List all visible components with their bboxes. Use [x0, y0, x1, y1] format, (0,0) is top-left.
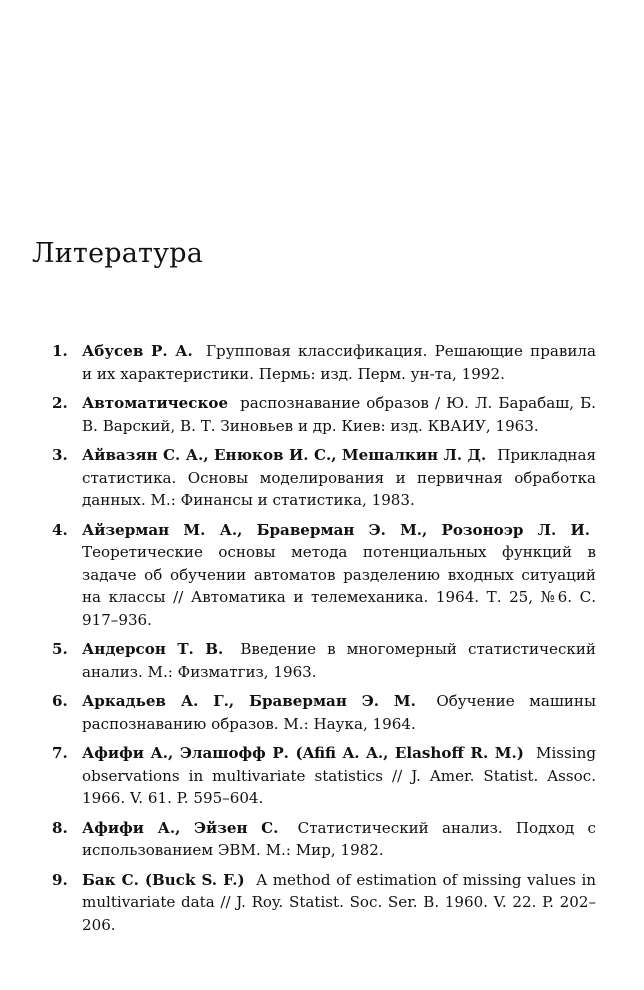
reference-number: 1. — [52, 342, 68, 360]
reference-item — [48, 392, 596, 437]
reference-number: 2. — [52, 394, 68, 412]
reference-number: 3. — [52, 446, 68, 464]
reference-item — [48, 869, 596, 937]
reference-item — [48, 690, 596, 735]
reference-number: 6. — [52, 692, 68, 710]
reference-item — [48, 340, 596, 385]
reference-authors: Андерсон Т. В. — [82, 640, 224, 658]
reference-number: 9. — [52, 870, 68, 889]
reference-authors: Автоматическое — [82, 394, 229, 412]
reference-authors: Бак С. (Buck S. F.) — [82, 870, 245, 889]
reference-item — [48, 742, 596, 810]
reference-text: Обучение машины распознаванию образов. М.: Наука, 1964. — [82, 692, 596, 733]
reference-text: Введение в многомерный статистический анализ. М.: Физматгиз, 1963. — [82, 640, 596, 681]
reference-number: 5. — [52, 640, 68, 658]
reference-authors: Абусев Р. А. — [82, 342, 193, 360]
reference-authors: Афифи А., Элашофф Р. (Afifi A. A., Elashoff R. M.) — [82, 744, 524, 762]
reference-item — [48, 817, 596, 862]
reference-item — [48, 444, 596, 512]
reference-text: Групповая классификация. Решающие правила и их характеристики. Пермь: изд. Перм. ун-та, 1992. — [82, 342, 596, 383]
reference-text: Missing observations in multivariate statistics // J. Amer. Statist. Assoc. 1966. V. 61. P. 595–604. — [82, 744, 596, 807]
reference-item — [48, 519, 596, 632]
reference-authors: Айзерман М. А., Браверман Э. М., Розоноэр Л. И. — [82, 520, 590, 539]
reference-number: 7. — [52, 744, 68, 762]
reference-authors: Афифи А., Эйзен С. — [82, 818, 279, 837]
reference-authors: Айвазян С. А., Енюков И. С., Мешалкин Л. Д. — [82, 446, 487, 464]
reference-text: распознавание образов / Ю. Л. Барабаш, Б. В. Варский, В. Т. Зиновьев и др. Киев: изд. КВАИУ, 1963. — [82, 394, 596, 435]
reference-text: Статистический анализ. Подход с использованием ЭВМ. М.: Мир, 1982. — [82, 818, 596, 859]
reference-number: 4. — [52, 520, 68, 539]
reference-text: A method of estimation of missing values in multivariate data // J. Roy. Statist. Soc. Ser. B. 1960. V. 22. P. 202–206. — [82, 870, 596, 934]
page-title: Литература — [32, 238, 204, 269]
reference-list — [48, 340, 596, 943]
reference-text: Прикладная статистика. Основы моделирования и первичная обработка данных. М.: Финансы и статистика, 1983. — [82, 446, 596, 509]
reference-item — [48, 638, 596, 683]
reference-authors: Аркадьев А. Г., Браверман Э. М. — [82, 692, 416, 710]
reference-text: Теоретические основы метода потенциальных функций в задаче об обучении автоматов разделению входных ситуаций на классы // Автоматика и телемеханика. 1964. Т. 25, №6. С. 917–936. — [82, 543, 596, 629]
reference-number: 8. — [52, 818, 68, 837]
